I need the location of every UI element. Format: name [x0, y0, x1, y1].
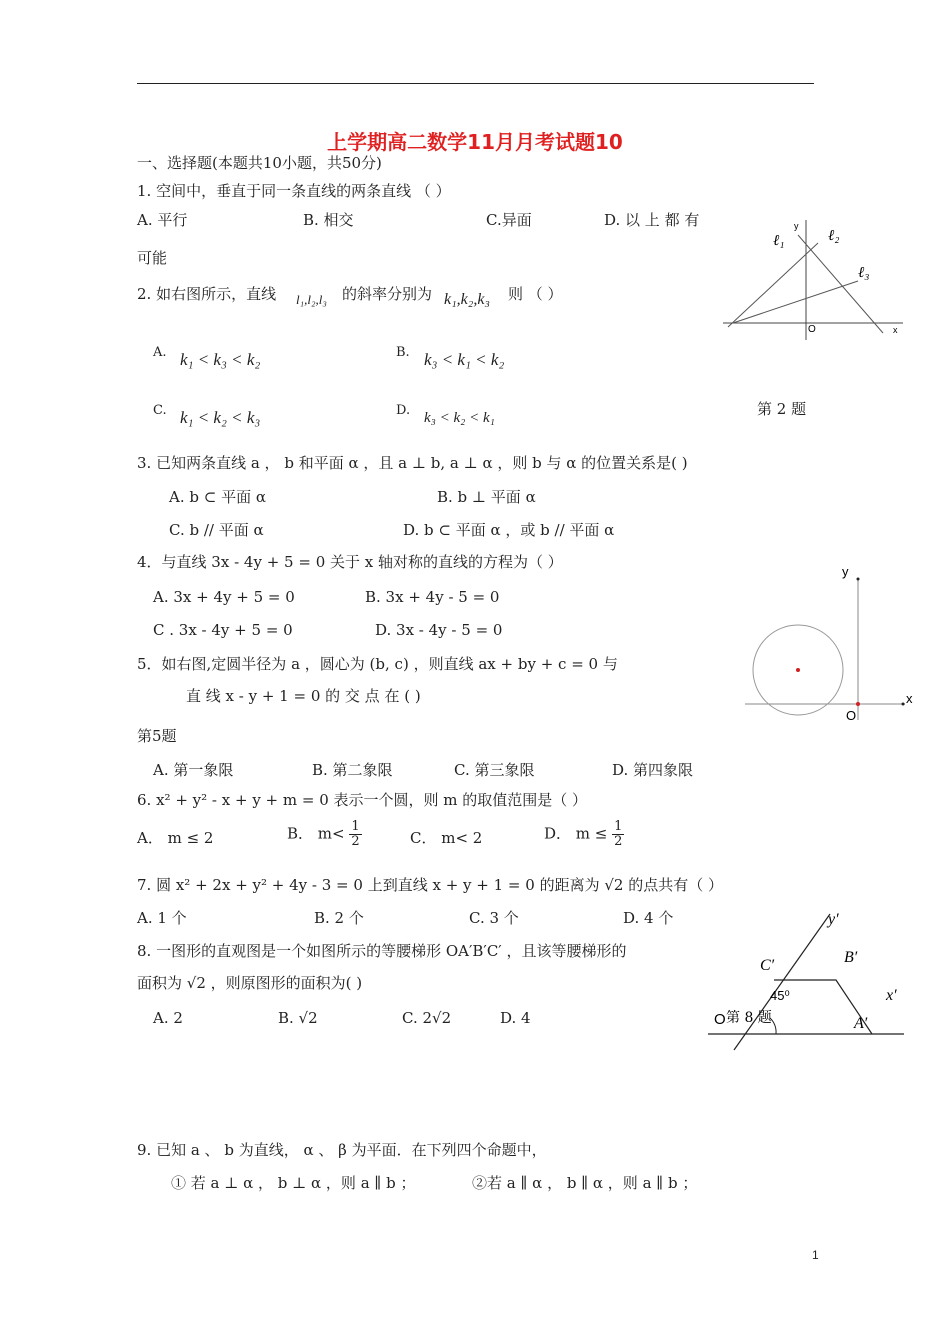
q6-option-a: A． m ≤ 2 — [137, 829, 214, 847]
q2-label-l2: ℓ₂ — [828, 228, 840, 244]
q5-option-b: B. 第二象限 — [312, 761, 393, 779]
q5-option-a: A. 第一象限 — [153, 761, 234, 779]
q1-stem: 1. 空间中，垂直于同一条直线的两条直线 （ ） — [137, 182, 451, 200]
q6-option-d-prefix: D． m ≤ — [544, 824, 608, 843]
q2-stem-b: 的斜率分别为 — [342, 285, 433, 303]
q3-option-a: A. b ⊂ 平面 α — [169, 488, 266, 506]
q8-stem: 8. 一图形的直观图是一个如图所示的等腰梯形 OA′B′C′ ，且该等腰梯形的 — [137, 942, 627, 960]
q9-proposition-1: ① 若 a ⊥ α ， b ⊥ α ，则 a ∥ b ； — [171, 1174, 416, 1192]
top-rule — [137, 83, 814, 84]
q2-option-a: k₁ < k₃ < k₂ — [180, 350, 261, 369]
q9-stem: 9. 已知 a 、 b 为直线， α 、 β 为平面．在下列四个命题中， — [137, 1141, 547, 1159]
q3-option-b: B. b ⊥ 平面 α — [437, 488, 536, 506]
q6-option-d — [544, 820, 624, 849]
q2-c-label: C. — [153, 403, 167, 418]
q2-line-l1 — [728, 243, 818, 327]
q5-x-tip — [902, 703, 905, 706]
q2-slopes: k₁,k₂,k₃ — [444, 291, 490, 308]
q6-d-denominator: 2 — [614, 834, 623, 849]
q4-option-c: C . 3x - 4y + 5 = 0 — [153, 621, 293, 639]
q1-option-a: A. 平行 — [137, 211, 188, 229]
q8-label-angle: 45⁰ — [770, 988, 790, 1003]
q6-b-numerator: 1 — [351, 819, 360, 834]
q4-option-b: B. 3x + 4y - 5 = 0 — [365, 588, 500, 606]
q2-lines: l₁,l₂,l₃ — [296, 292, 327, 307]
q5-caption: 第5题 — [137, 727, 177, 745]
q8-stem-2: 面积为 √2 ，则原图形的面积为( ) — [137, 974, 363, 992]
q5-label-x: x — [906, 691, 913, 706]
q5-label-y: y — [842, 564, 849, 579]
q8-y-axis — [734, 914, 830, 1050]
q9-proposition-2: ②若 a ∥ α ， b ∥ α ，则 a ∥ b ； — [472, 1174, 698, 1192]
q2-option-d: k₃ < k₂ < k₁ — [424, 410, 495, 426]
q1-option-d: D. 以 上 都 有 — [604, 211, 700, 229]
q2-figure-caption: 第 2 题 — [757, 400, 807, 418]
q2-label-o: O — [808, 324, 816, 335]
q3-option-d: D. b ⊂ 平面 α ，或 b // 平面 α — [403, 521, 615, 539]
q2-a-label: A. — [153, 345, 167, 360]
q5-center-dot — [796, 668, 800, 672]
q8-option-b: B. √2 — [278, 1009, 318, 1027]
q6-option-b-fraction — [349, 820, 361, 849]
q5-origin-dot — [856, 702, 860, 706]
q8-label-a: A′ — [854, 1015, 868, 1032]
q1-option-c: C.异面 — [486, 211, 532, 229]
q4-option-d: D. 3x - 4y - 5 = 0 — [375, 621, 503, 639]
q6-option-b — [287, 820, 362, 849]
q2-line-l2 — [798, 235, 883, 333]
q6-option-d-fraction — [612, 820, 624, 849]
q5-stem-2: 直 线 x - y + 1 = 0 的 交 点 在 ( ) — [186, 687, 421, 705]
q6-option-c: C． m< 2 — [410, 829, 483, 847]
q8-label-o-text: O — [714, 1011, 726, 1028]
q7-stem: 7. 圆 x² + 2x + y² + 4y - 3 = 0 上到直线 x + y + 1 = 0 的距离为 √2 的点共有（ ） — [137, 876, 723, 894]
q5-label-o: O — [846, 708, 857, 723]
q2-label-y: y — [794, 221, 799, 231]
q5-figure — [740, 560, 920, 730]
q8-caption: 第 8 题 — [726, 1010, 772, 1026]
q2-label-l3: ℓ₃ — [858, 265, 870, 281]
q8-option-d: D. 4 — [500, 1009, 531, 1027]
q6-d-numerator: 1 — [614, 819, 623, 834]
q3-stem: 3. 已知两条直线 a ， b 和平面 α ，且 a ⊥ b, a ⊥ α ，则 b 与 α 的位置关系是( ) — [137, 454, 688, 472]
q2-label-l1: ℓ₁ — [773, 233, 785, 249]
q1-option-b: B. 相交 — [303, 211, 354, 229]
q6-stem: 6. x² + y² - x + y + m = 0 表示一个圆，则 m 的取值范围是（ ） — [137, 791, 588, 809]
q5-option-d: D. 第四象限 — [612, 761, 694, 779]
q8-label-o — [714, 1011, 726, 1028]
q2-b-label: B. — [396, 345, 410, 360]
q7-option-c: C. 3 个 — [469, 909, 519, 927]
q8-figure — [704, 900, 909, 1060]
q2-d-label: D. — [396, 403, 411, 418]
q8-label-b: B′ — [844, 949, 858, 966]
q8-option-c: C. 2√2 — [402, 1009, 452, 1027]
q8-label-y: y′ — [828, 911, 839, 928]
page-title: 上学期高二数学11月月考试题10 — [327, 130, 623, 154]
q8-label-c: C′ — [760, 957, 775, 974]
q7-option-d: D. 4 个 — [623, 909, 674, 927]
q6-option-b-prefix: B． m< — [287, 824, 345, 843]
q2-line-l3 — [733, 281, 858, 323]
section-heading: 一、选择题(本题共10小题，共50分) — [137, 154, 382, 172]
q8-label-x: x′ — [886, 987, 897, 1004]
q4-stem: 4．与直线 3x - 4y + 5 = 0 关于 x 轴对称的直线的方程为（ ） — [137, 553, 563, 571]
q5-option-c: C. 第三象限 — [454, 761, 535, 779]
q5-y-tip — [857, 578, 860, 581]
q2-label-x: x — [893, 325, 898, 335]
q3-option-c: C. b // 平面 α — [169, 521, 264, 539]
q7-option-a: A. 1 个 — [137, 909, 187, 927]
q4-option-a: A. 3x + 4y + 5 = 0 — [153, 588, 295, 606]
q6-b-denominator: 2 — [351, 834, 360, 849]
q2-stem-c: 则 （ ） — [508, 285, 563, 303]
q5-stem: 5．如右图,定圆半径为 a ，圆心为 (b, c) ，则直线 ax + by + c = 0 与 — [137, 655, 618, 673]
q7-option-b: B. 2 个 — [314, 909, 364, 927]
q8-option-a: A. 2 — [153, 1009, 183, 1027]
page-number: 1 — [812, 1248, 819, 1262]
q2-option-c: k₁ < k₂ < k₃ — [180, 408, 261, 427]
q2-figure — [718, 215, 908, 345]
q2-option-b: k₃ < k₁ < k₂ — [424, 350, 505, 369]
q2-stem-a: 2. 如右图所示，直线 — [137, 285, 277, 303]
q1-option-d-cont: 可能 — [137, 249, 168, 267]
